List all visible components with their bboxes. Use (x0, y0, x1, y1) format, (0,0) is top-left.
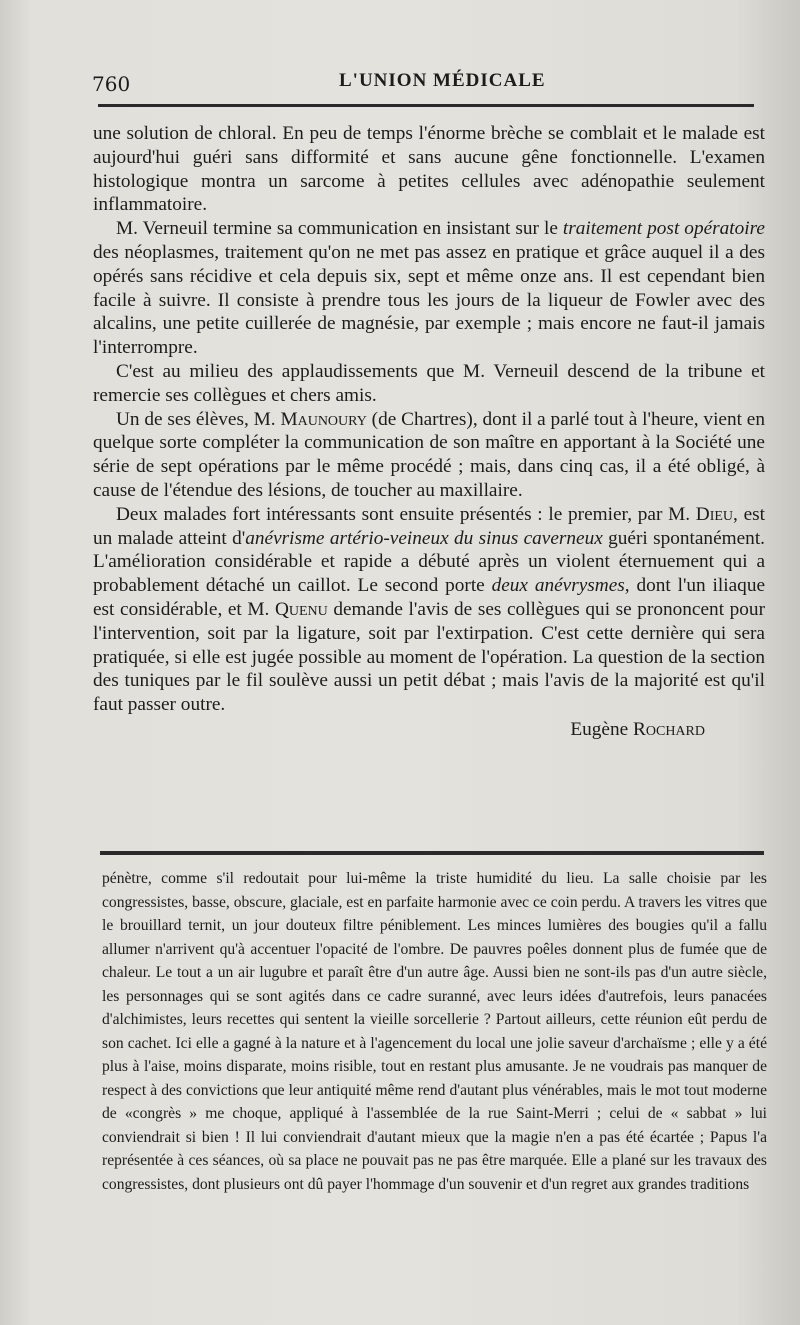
signature-first-name: Eugène (570, 718, 629, 740)
paragraph-5-text-b: , est un malade atteint d' (93, 503, 765, 549)
feuilleton-rule (100, 851, 764, 855)
name-maunoury: Maunoury (280, 408, 367, 430)
paragraph-4-text-a: Un de ses élèves, M. (116, 408, 281, 430)
feuilleton-section (102, 867, 767, 1196)
header-rule (98, 104, 754, 107)
paragraph-2-text-a: M. Verneuil termine sa communication en insistant sur le (116, 218, 563, 240)
article-paragraph-1: une solution de chloral. En peu de temps l'énorme brèche se comblait et le malade est aujourd'hui guéri sans difformité et sans aucune gêne fonctionnelle. L'examen histologique montra un sarcome à petites cellules avec adénopathie seulement inflammatoire. (93, 123, 765, 216)
feuilleton-paragraph: pénètre, comme s'il redoutait pour lui-même la triste humidité du lieu. La salle choisie par les congressistes, basse, obscure, glaciale, est en parfaite harmonie avec ce coin perdu. A travers les vitres que le brouillard ternit, un jour douteux filtre péniblement. Les minces lumières des bougies qu'il a fallu allumer n'arrivent qu'à accentuer l'opacité de l'ombre. De pauvres poêles donnent plus de fumée que de chaleur. Le tout a un air lugubre et paraît être d'un autre âge. Aussi bien ne sont-ils pas d'un autre siècle, les personnages qui se sont agités dans ce cadre suranné, avec leurs idées d'autrefois, leurs panacées d'alchimistes, leurs recettes qui sentent la vieille sorcellerie ? Partout ailleurs, cette réunion eût perdu de son cachet. Ici elle a gagné à la nature et à l'agencement du local une jolie saveur d'archaïsme ; elle y a été plus à l'aise, moins disparate, moins risible, tout en restant plus amusante. Je ne voudrais pas manquer de respect à des convictions que leur antiquité même rend d'autant plus vénérables, mais le mot tout moderne de «congrès » me choque, appliqué à l'assemblée de la rue Saint-Merri ; celui de « sabbat » lui conviendrait si bien ! Il lui conviendrait d'autant mieux que la magie n'en a pas été écartée ; Papus l'a représentée à ces séances, où sa place ne pouvait pas ne pas être marquée. Elle a plané sur les travaux des congressistes, dont plusieurs ont dû payer l'hommage d'un souvenir et d'un regret aux grandes traditions (102, 870, 767, 1193)
emphasis-deux-anevrysmes: deux anévrysmes (491, 575, 625, 597)
journal-title: L'UNION MÉDICALE (339, 70, 546, 91)
paragraph-5-text-d: , dont l'un iliaque est considérable, et M. (93, 575, 766, 620)
emphasis-post-operatoire: traitement post opératoire (562, 218, 765, 240)
paragraph-5-text-a: Deux malades fort intéressants sont ensuite présentés : le premier, par M. (116, 503, 696, 525)
paragraph-5-text-c: guéri spontanément. L'amélioration considérable et rapide a débuté après un violent éternuement qui a probablement détaché un caillot. Le second porte (93, 527, 765, 597)
article-body (93, 122, 765, 742)
emphasis-anevrisme: anévrisme artério-veineux du sinus caverneux (245, 527, 603, 549)
page-number: 760 (92, 72, 131, 96)
article-paragraph-4 (93, 408, 765, 503)
paragraph-4-text-b: (de Chartres), dont il a parlé tout à l'heure, vient en quelque sorte compléter la communication de son maître en apportant à la Société une série de sept opérations par le même procédé ; mais, dans cinq cas, il a été obligé, à cause de l'étendue des lésions, de toucher au maxillaire. (93, 408, 766, 501)
page-header (92, 68, 760, 100)
article-paragraph-2 (93, 217, 765, 360)
signature-last-name: Rochard (633, 718, 705, 740)
name-quenu: Quenu (274, 598, 328, 620)
name-dieu: Dieu (695, 503, 734, 525)
author-signature (93, 718, 765, 742)
paragraph-5-text-e: demande l'avis de ses collègues qui se prononcent pour l'intervention, soit par la ligature, soit par l'extirpation. C'est cette dernière qui sera pratiquée, si elle est jugée possible au moment de l'opération. La question de la section des tuniques par le fil soulève aussi un petit débat ; mais l'avis de la majorité est qu'il faut passer outre. (93, 598, 765, 716)
article-paragraph-5 (93, 503, 765, 717)
article-paragraph-3: C'est au milieu des applaudissements que M. Verneuil descend de la tribune et remercie ses collègues et chers amis. (93, 360, 765, 406)
paragraph-2-text-b: des néoplasmes, traitement qu'on ne met pas assez en pratique et grâce auquel il a des opérés sans récidive et cela depuis six, sept et même onze ans. Il est cependant bien facile à suivre. Il consiste à prendre tous les jours de la liqueur de Fowler avec des alcalins, une petite cuillerée de magnésie, par exemple ; mais encore ne faut-il jamais l'interrompre. (93, 241, 765, 359)
